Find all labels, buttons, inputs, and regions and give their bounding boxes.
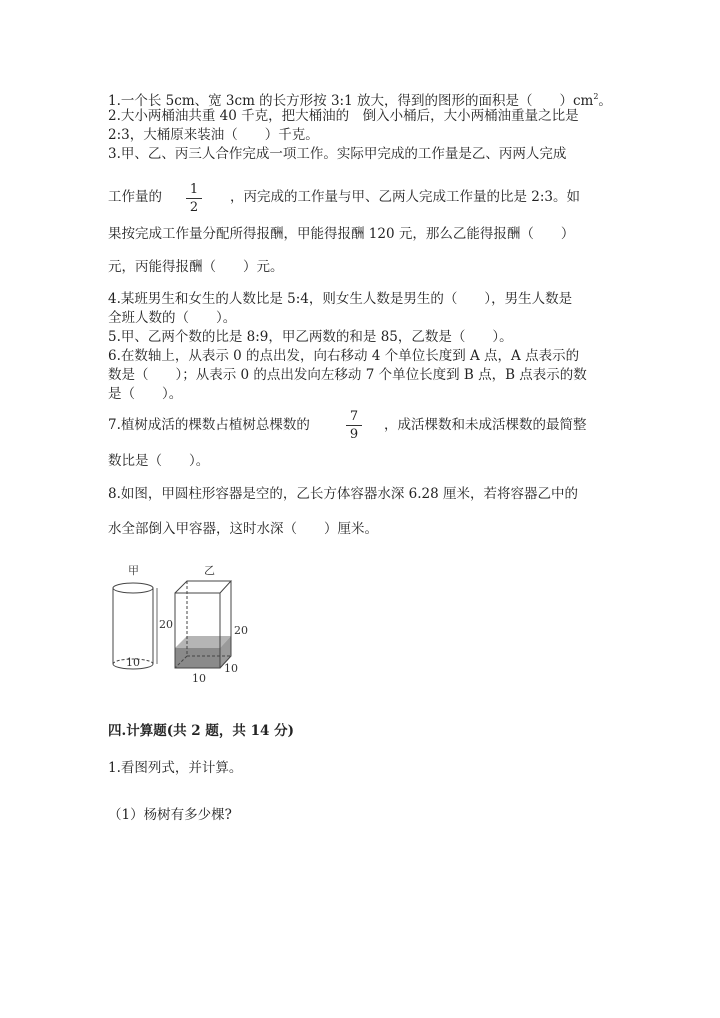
- question-8-line-1: 8.如图，甲圆柱形容器是空的，乙长方体容器水深 6.28 厘米，若将容器乙中的: [108, 486, 579, 502]
- question-5-line-1: 5.甲、乙两个数的比是 8:9，甲乙两数的和是 85，乙数是（ ）。: [108, 329, 513, 345]
- question-7-line-2: 数比是（ ）。: [108, 453, 210, 469]
- question-4-line-1: 4.某班男生和女生的人数比是 5:4，则女生人数是男生的（ ），男生人数是: [108, 291, 573, 307]
- question-3-line-1: 3.甲、乙、丙三人合作完成一项工作。实际甲完成的工作量是乙、丙两人完成: [108, 146, 567, 162]
- unit-superscript: 2: [593, 92, 599, 101]
- question-3-line-2-post: ，丙完成的工作量与甲、乙两人完成工作量的比是 2:3。如: [230, 189, 581, 205]
- box-height-label: 20: [234, 624, 248, 637]
- fraction-one-half: [186, 183, 202, 214]
- box-width-label: 10: [192, 672, 206, 685]
- fraction-seven-ninths: [346, 410, 362, 441]
- fraction-denominator: 9: [349, 427, 359, 442]
- question-1-text: 1.一个长 5cm、宽 3cm 的长方形按 3:1 放大，得到的图形的面积是（ ）cm: [108, 93, 594, 109]
- question-6-line-2: 数是（ ）；从表示 0 的点出发向左移动 7 个单位长度到 B 点，B 点表示的数: [108, 367, 587, 383]
- section-4-question-1: 1.看图列式，并计算。: [108, 760, 243, 776]
- question-2-line-1: 2.大小两桶油共重 40 千克，把大桶油的 倒入小桶后，大小两桶油重量之比是: [108, 108, 579, 124]
- question-3-line-3: 果按完成工作量分配所得报酬，甲能得报酬 120 元，那么乙能得报酬（ ）: [108, 226, 575, 242]
- container-figure: [100, 560, 270, 690]
- question-4-line-2: 全班人数的（ ）。: [108, 310, 237, 326]
- fraction-bar: [346, 425, 362, 426]
- cylinder-height-label: 20: [159, 618, 173, 631]
- question-6-line-1: 6.在数轴上，从表示 0 的点出发，向右移动 4 个单位长度到 A 点，A 点表示的: [108, 348, 580, 364]
- question-3-line-4: 元，丙能得报酬（ ）元。: [108, 259, 284, 275]
- box-yi: [175, 581, 231, 668]
- label-yi: 乙: [204, 564, 215, 577]
- box-depth-label: 10: [224, 662, 238, 675]
- cylinder-diameter-label: 10: [126, 656, 140, 669]
- question-2-line-2: 2:3，大桶原来装油（ ）千克。: [108, 127, 319, 143]
- question-7-line-1-pre: 7.植树成活的棵数占植树总棵数的: [108, 417, 310, 433]
- question-7-line-1-post: ，成活棵数和未成活棵数的最简整: [384, 417, 587, 433]
- fraction-denominator: 2: [189, 200, 199, 215]
- section-4-subquestion-1: （1）杨树有多少棵?: [108, 807, 232, 823]
- question-6-line-3: 是（ ）。: [108, 386, 183, 402]
- fraction-numerator: 1: [189, 182, 199, 197]
- question-1-tail: 。: [598, 93, 612, 109]
- fraction-numerator: 7: [349, 409, 359, 424]
- fraction-bar: [186, 198, 202, 199]
- question-3-line-2-pre: 工作量的: [108, 189, 162, 205]
- section-4-heading: 四.计算题(共 2 题，共 14 分): [108, 723, 294, 739]
- question-8-line-2: 水全部倒入甲容器，这时水深（ ）厘米。: [108, 521, 378, 537]
- label-jia: 甲: [128, 564, 139, 577]
